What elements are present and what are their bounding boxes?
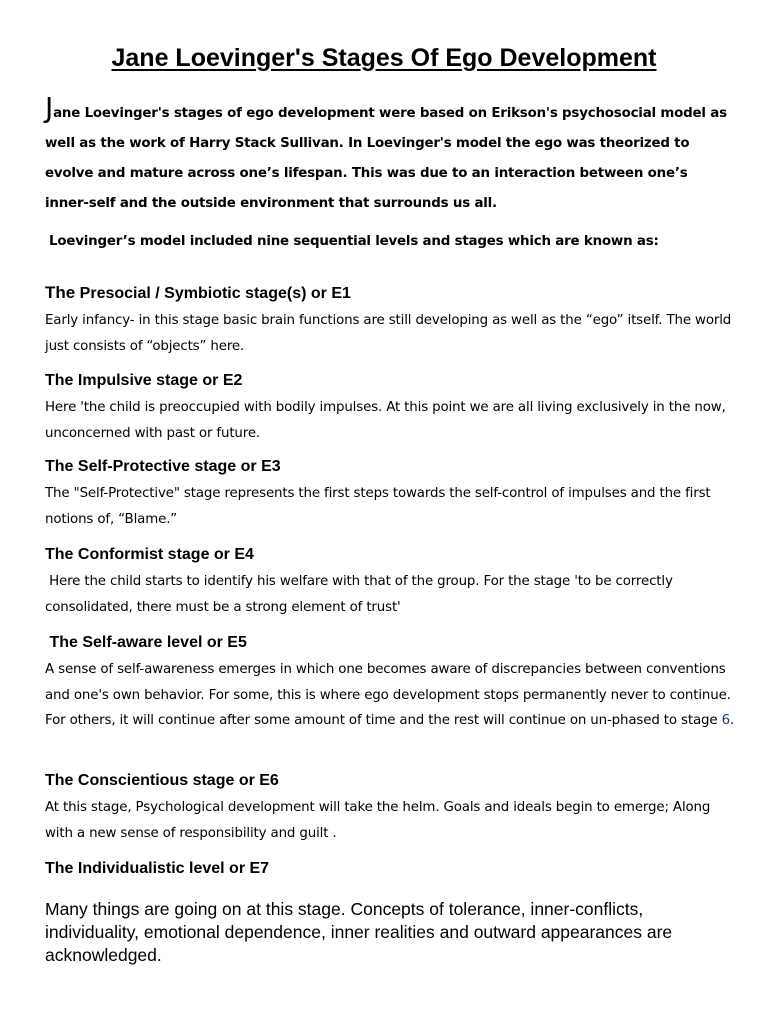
model-sentence: Loevinger’s model included nine sequential levels and stages which are known as:: [49, 234, 659, 249]
stage-body: The "Self-Protective" stage represents the first steps towards the self-control of impulses and the first notions of, “Blame.”: [45, 486, 711, 527]
stage-e5: [45, 632, 735, 734]
stage-heading-prefix: The: [45, 283, 76, 302]
stage-body: Here the child starts to identify his welfare with that of the group. For the stage 'to be correctly consolidated, there must be a strong element of trust': [45, 574, 677, 615]
stage-heading-text: Presocial / Symbiotic stage(s) or E1: [75, 285, 351, 302]
stage-body-end: .: [729, 713, 735, 728]
stage-number-link: 6: [721, 713, 730, 728]
page-title: Jane Loevinger's Stages Of Ego Development: [111, 44, 657, 72]
drop-cap: J: [45, 91, 54, 124]
intro-paragraph: [45, 91, 735, 219]
stage-heading: The Conformist stage or E4: [45, 546, 254, 563]
intro-text: ane Loevinger's stages of ego development were based on Erikson's psychosocial model as well as the work of Harry Stack Sullivan. In Loevinger's model the ego was theorized to evolve and mature across one’s lifespan. This was due to an interaction between one’s inner-self and the outside environment that surrounds us all.: [45, 106, 727, 211]
stage-heading: The Individualistic level or E7: [45, 860, 270, 877]
stage-body-text: A sense of self-awareness emerges in which one becomes aware of discrepancies between conventions and one's own behavior. For some, this is where ego development stops permanently never to continue. For others, it will continue after some amount of time and the rest will continue on un-phased to stage: [45, 662, 731, 728]
stage-heading: [45, 282, 735, 305]
stage-e6: [45, 770, 735, 846]
stage-e7: [45, 858, 735, 967]
stage-body: [45, 657, 735, 734]
stage-e3: [45, 456, 735, 532]
stage-body: Here 'the child is preoccupied with bodily impulses. At this point we are all living exclusively in the now, unconcerned with past or future.: [45, 400, 726, 441]
stage-heading: The Conscientious stage or E6: [45, 772, 279, 789]
stage-body: Early infancy- in this stage basic brain functions are still developing as well as the “ego” itself. The world just consists of “objects” here.: [45, 313, 732, 354]
stage-body: At this stage, Psychological development will take the helm. Goals and ideals begin to emerge; Along with a new sense of responsibility and guilt .: [45, 800, 711, 841]
stage-e2: [45, 370, 735, 446]
stage-heading: The Impulsive stage or E2: [45, 372, 243, 389]
stage-e4: [45, 544, 735, 620]
stage-body: Many things are going on at this stage. Concepts of tolerance, inner-conflicts, individuality, emotional dependence, inner realities and outward appearances are acknowledged.: [45, 899, 673, 965]
stage-e1: [45, 282, 735, 359]
stage-heading: The Self-Protective stage or E3: [45, 458, 281, 475]
stage-heading: The Self-aware level or E5: [45, 634, 247, 651]
